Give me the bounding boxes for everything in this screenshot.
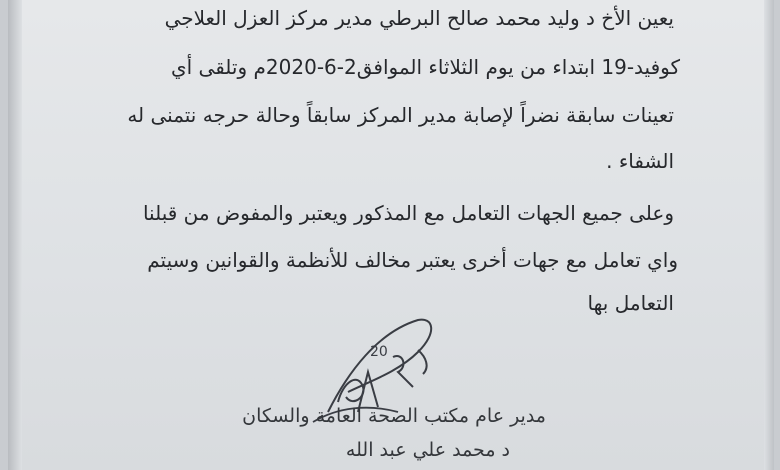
body-line-7: التعامل بها [587, 291, 674, 315]
document-page [8, 0, 774, 470]
page-edge-right [764, 0, 774, 470]
signatory-title: مدير عام مكتب الصحة العامة والسكان [242, 405, 546, 427]
body-line-6: واي تعامل مع جهات أخرى يعتبر مخالف للأنظمة والقوانين وسيتم [147, 248, 678, 272]
body-line-2: كوفيد-19 ابتداء من يوم الثلاثاء الموافق2-6-2020م وتلقى أي [170, 55, 680, 79]
page-edge-left [8, 0, 22, 470]
body-line-5: وعلى جميع الجهات التعامل مع المذكور ويعتبر والمفوض من قبلنا [142, 201, 674, 225]
signatory-name: د محمد علي عبد الله [345, 439, 510, 461]
body-line-3: تعينات سابقة نضراً لإصابة مدير المركز سابقاً وحالة حرجه نتمنى له [127, 103, 674, 127]
body-line-1: يعين الأخ د وليد محمد صالح البرطي مدير مركز العزل العلاجي [164, 6, 674, 30]
signature-date-mark: 20 [370, 344, 388, 360]
body-line-4: الشفاء . [606, 149, 674, 173]
